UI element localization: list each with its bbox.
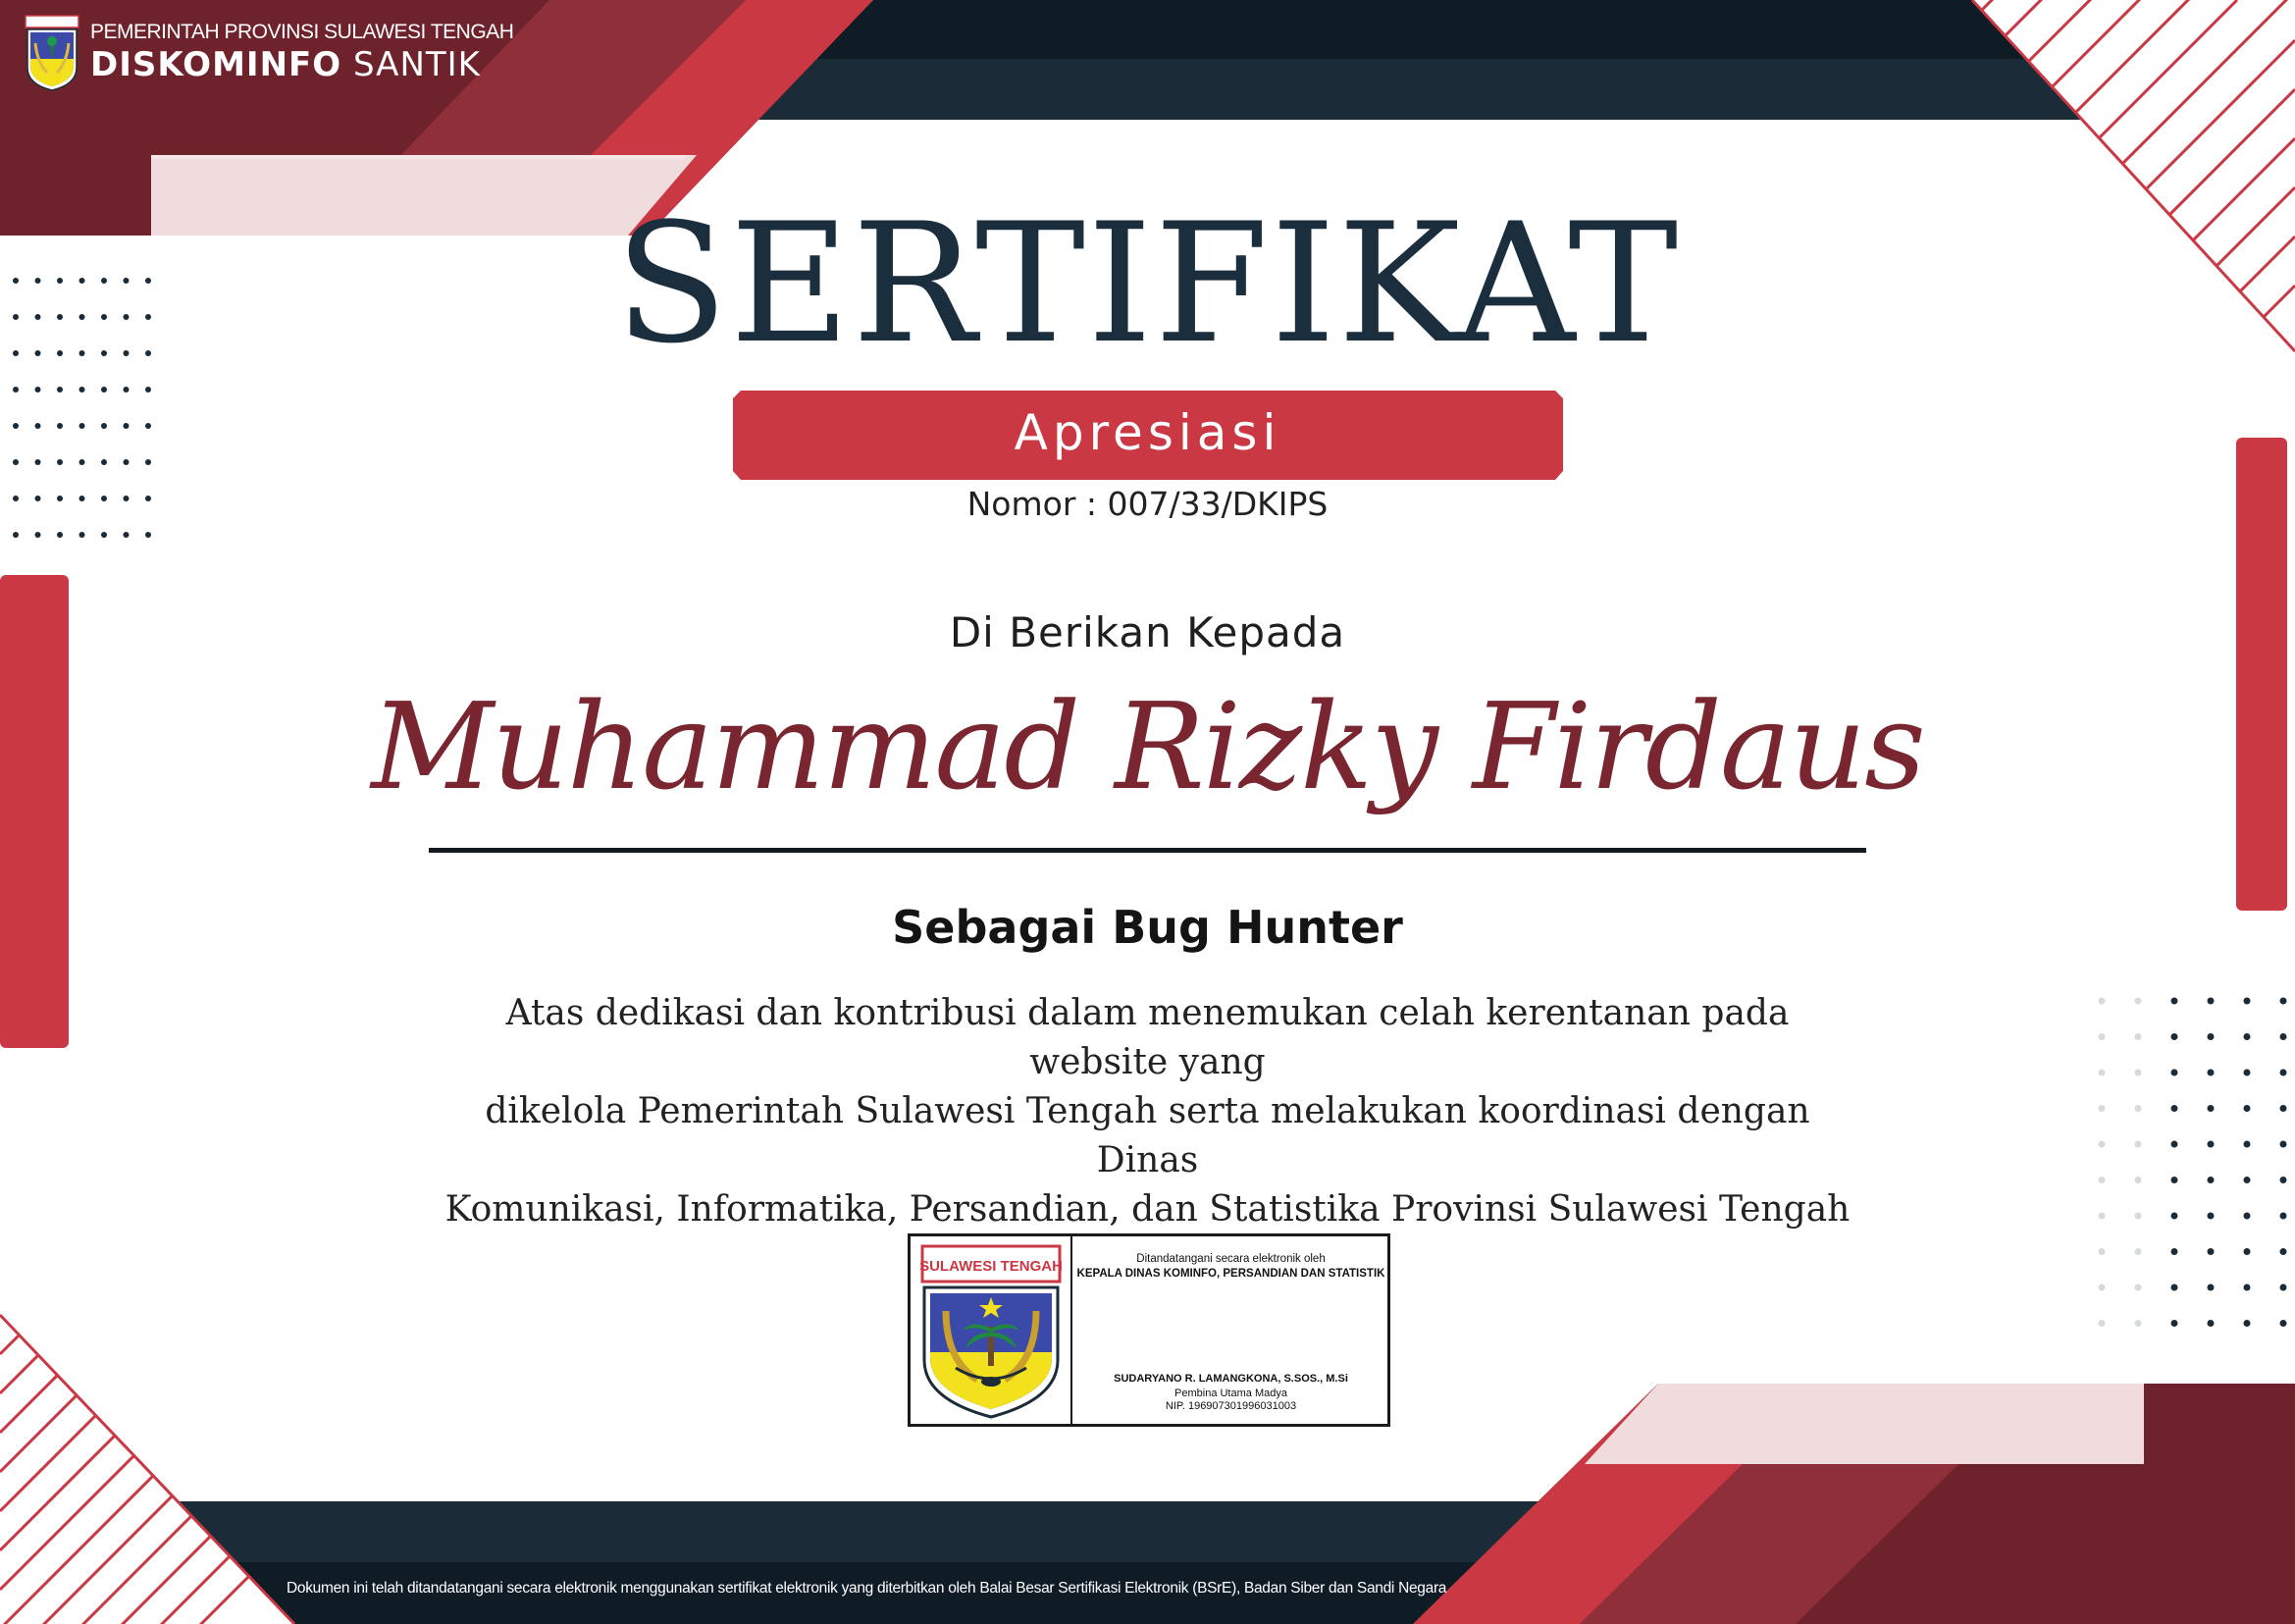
decor-dot: [2135, 1141, 2142, 1148]
decor-dot: [2208, 1177, 2215, 1183]
decor-dot: [2208, 1213, 2215, 1220]
bottom-pink-band: [1585, 1384, 2144, 1464]
sulteng-emblem: [916, 1242, 1066, 1419]
decor-dot: [2280, 1141, 2287, 1148]
decor-dot: [2280, 1177, 2287, 1183]
decor-dot: [2099, 1284, 2106, 1291]
description-line: Atas dedikasi dan kontribusi dalam menemukan celah kerentanan pada website yang: [505, 993, 1790, 1082]
decor-dot: [2135, 1248, 2142, 1255]
decor-dot: [2171, 1177, 2178, 1183]
decor-dot: [2280, 1248, 2287, 1255]
decor-dot: [2135, 998, 2142, 1005]
decor-dot: [124, 387, 130, 393]
decor-dot: [2171, 1248, 2178, 1255]
decor-dot: [57, 387, 63, 393]
decor-dot: [79, 387, 85, 393]
decor-dot: [2244, 1177, 2251, 1183]
signature-details: [1070, 1236, 1389, 1424]
decor-dot: [2244, 1033, 2251, 1040]
decor-dot: [35, 387, 41, 393]
header-brand: [90, 45, 481, 84]
decor-dot: [2135, 1033, 2142, 1040]
decor-dot: [2135, 1284, 2142, 1291]
decor-dot: [2208, 998, 2215, 1005]
certificate-description: [432, 989, 1863, 1234]
decor-dot: [101, 532, 107, 538]
decor-dot: [2135, 1213, 2142, 1220]
province-emblem-icon: [24, 14, 80, 92]
decor-dot: [2244, 1248, 2251, 1255]
decor-dot: [2280, 1105, 2287, 1112]
decor-dot: [2171, 1105, 2178, 1112]
decor-dot: [2280, 1213, 2287, 1220]
decor-dot: [2099, 1320, 2106, 1327]
signer-rank: Pembina Utama Madya: [1174, 1388, 1287, 1399]
decor-dot: [2280, 1284, 2287, 1291]
recipient-role: Sebagai Bug Hunter: [892, 901, 1403, 954]
decor-dot: [2208, 1070, 2215, 1076]
decor-dot: [2135, 1070, 2142, 1076]
decor-dot: [2244, 1105, 2251, 1112]
decor-dot: [2280, 1320, 2287, 1327]
decor-dot: [2208, 1141, 2215, 1148]
header-subtitle: PEMERINTAH PROVINSI SULAWESI TENGAH: [90, 21, 514, 43]
emblem-label: SULAWESI TENGAH: [919, 1258, 1063, 1275]
decor-dot: [145, 532, 151, 538]
decor-dot: [2099, 1141, 2106, 1148]
decor-dot: [2208, 1105, 2215, 1112]
decor-dot: [13, 532, 19, 538]
decor-dot: [2280, 998, 2287, 1005]
decor-dot: [2171, 1213, 2178, 1220]
header-brand-bold: DISKOMINFO: [90, 45, 342, 84]
decor-dot: [35, 532, 41, 538]
signer-nip: NIP. 196907301996031003: [1165, 1400, 1297, 1412]
decor-dot: [101, 387, 107, 393]
description-line: Komunikasi, Informatika, Persandian, dan Statistika Provinsi Sulawesi Tengah: [444, 1189, 1851, 1230]
decor-dot: [2135, 1320, 2142, 1327]
decor-dot: [2244, 1284, 2251, 1291]
certificate-subtitle: Apresiasi: [1014, 404, 1281, 461]
decor-dot: [145, 387, 151, 393]
right-dot-grid: [2090, 981, 2295, 1344]
decor-dot: [2244, 998, 2251, 1005]
decor-dot: [2280, 1033, 2287, 1040]
decor-dot: [2135, 1105, 2142, 1112]
decor-dot: [2171, 1284, 2178, 1291]
decor-dot: [2099, 1177, 2106, 1183]
recipient-name: Muhammad Rizky Firdaus: [371, 677, 1924, 816]
decor-dot: [2208, 1248, 2215, 1255]
decor-dot: [2208, 1033, 2215, 1040]
decor-dot: [57, 532, 63, 538]
decor-dot: [124, 532, 130, 538]
decor-dot: [2244, 1141, 2251, 1148]
electronic-signature-box: [908, 1233, 1390, 1427]
header-brand-light: SANTIK: [352, 45, 481, 84]
signer-name: SUDARYANO R. LAMANGKONA, S.SOS., M.Si: [1114, 1373, 1348, 1385]
signer-office: KEPALA DINAS KOMINFO, PERSANDIAN DAN STATISTIK: [1076, 1268, 1385, 1280]
decor-dot: [2244, 1213, 2251, 1220]
sulteng-emblem-icon: [916, 1242, 1066, 1419]
decor-dot: [2171, 1033, 2178, 1040]
given-to-label: Di Berikan Kepada: [949, 608, 1346, 656]
decor-dot: [2244, 1320, 2251, 1327]
name-underline: [429, 848, 1866, 853]
footer-note: Dokumen ini telah ditandatangani secara elektronik menggunakan sertifikat elektronik yang diterbitkan oleh Balai Besar Sertifikasi Elektronik (BSrE), Badan Siber dan Sandi Negara: [287, 1580, 1447, 1597]
certificate-number: Nomor : 007/33/DKIPS: [966, 485, 1329, 523]
decor-dot: [2171, 1141, 2178, 1148]
decor-dot: [2099, 1248, 2106, 1255]
description-line: dikelola Pemerintah Sulawesi Tengah serta melakukan koordinasi dengan Dinas: [485, 1091, 1810, 1180]
decor-dot: [2171, 1320, 2178, 1327]
signed-electronically-text: Ditandatangani secara elektronik oleh: [1136, 1253, 1326, 1265]
decor-dot: [2099, 1105, 2106, 1112]
decor-dot: [2099, 1213, 2106, 1220]
decor-dot: [2099, 1070, 2106, 1076]
decor-dot: [2208, 1320, 2215, 1327]
certificate-title: SERTIFIKAT: [614, 187, 1681, 380]
decor-dot: [2171, 1070, 2178, 1076]
decor-dot: [2280, 1070, 2287, 1076]
decor-dot: [2171, 998, 2178, 1005]
decor-dot: [13, 387, 19, 393]
province-logo: [24, 14, 80, 92]
decor-dot: [2135, 1177, 2142, 1183]
decor-dot: [79, 532, 85, 538]
decor-dot: [2099, 998, 2106, 1005]
decor-dot: [2208, 1284, 2215, 1291]
decor-dot: [2099, 1033, 2106, 1040]
decor-dot: [2244, 1070, 2251, 1076]
